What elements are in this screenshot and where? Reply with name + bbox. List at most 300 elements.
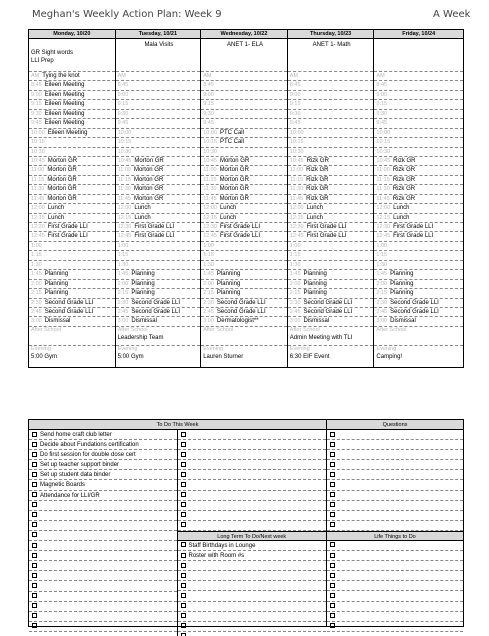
todo-item[interactable] <box>178 501 327 511</box>
time-slot[interactable] <box>201 280 287 289</box>
time-slot[interactable] <box>374 176 463 185</box>
checkbox-icon[interactable] <box>181 492 186 497</box>
longterm-item[interactable] <box>178 571 327 581</box>
checkbox-icon[interactable] <box>32 593 37 598</box>
time-slot[interactable] <box>374 81 463 90</box>
schedule-body <box>29 39 463 367</box>
time-slot[interactable] <box>116 317 201 326</box>
time-slot[interactable] <box>288 110 374 119</box>
time-slot[interactable] <box>201 72 287 81</box>
longterm-item[interactable] <box>178 612 327 622</box>
time-slot[interactable] <box>201 129 287 138</box>
checkbox-icon[interactable] <box>181 432 186 437</box>
checkbox-icon[interactable] <box>330 613 335 618</box>
slot-entry: Planning <box>390 280 414 287</box>
question-item[interactable] <box>327 491 463 501</box>
todo-item[interactable] <box>178 491 327 501</box>
time-slot[interactable] <box>288 251 374 260</box>
slot-entry: Second Grade LLI <box>390 308 439 315</box>
question-item[interactable] <box>327 430 463 440</box>
checkbox-icon[interactable] <box>181 472 186 477</box>
time-slot[interactable] <box>201 270 287 279</box>
after-school-cell[interactable] <box>288 327 374 346</box>
time-slot[interactable] <box>201 81 287 90</box>
checkbox-icon[interactable] <box>181 553 186 558</box>
task-text: Roster with Room #s <box>188 553 245 560</box>
todo-item[interactable] <box>29 561 177 571</box>
time-slot[interactable] <box>116 299 201 308</box>
time-slot[interactable] <box>116 166 201 175</box>
checkbox-icon[interactable] <box>330 573 335 578</box>
slot-entry: Planning <box>216 280 241 287</box>
time-slot[interactable] <box>374 138 463 147</box>
time-slot[interactable] <box>288 308 374 317</box>
time-slot[interactable] <box>201 223 287 232</box>
evening-cell[interactable] <box>116 346 201 367</box>
time-slot[interactable] <box>201 91 287 100</box>
time-slot[interactable] <box>374 110 463 119</box>
checkbox-icon[interactable] <box>32 452 37 457</box>
checkbox-icon[interactable] <box>181 593 186 598</box>
question-item[interactable] <box>327 460 463 470</box>
todo-item[interactable] <box>29 612 177 622</box>
todo-item[interactable] <box>29 521 177 531</box>
checkbox-icon[interactable] <box>181 542 186 547</box>
slot-time: 2:30 <box>203 299 214 306</box>
time-slot[interactable] <box>201 261 287 270</box>
time-slot[interactable] <box>374 308 463 317</box>
time-slot[interactable] <box>288 148 374 157</box>
time-slot[interactable] <box>201 138 287 147</box>
time-slot[interactable] <box>201 176 287 185</box>
time-slot[interactable] <box>116 129 201 138</box>
time-slot[interactable] <box>29 317 115 326</box>
checkbox-icon[interactable] <box>181 522 186 527</box>
slot-time: 1:00 <box>289 242 301 249</box>
checkbox-icon[interactable] <box>32 432 37 437</box>
evening-cell[interactable] <box>201 346 287 367</box>
todo-item[interactable] <box>178 470 327 480</box>
after-school-cell[interactable] <box>29 327 115 346</box>
time-slot[interactable] <box>201 242 287 251</box>
time-slot[interactable] <box>116 270 201 279</box>
time-slot[interactable] <box>201 308 287 317</box>
top-note-cell[interactable] <box>29 39 115 72</box>
todo-item[interactable] <box>178 511 327 521</box>
longterm-item[interactable] <box>178 602 327 612</box>
time-slot[interactable] <box>374 261 463 270</box>
checkbox-icon[interactable] <box>181 512 186 517</box>
time-slot[interactable] <box>29 176 115 185</box>
life-item[interactable] <box>327 541 463 551</box>
todo-item[interactable] <box>29 450 177 460</box>
time-slot[interactable] <box>374 91 463 100</box>
todo-item[interactable] <box>29 430 177 440</box>
time-slot[interactable] <box>201 185 287 194</box>
time-slot[interactable] <box>29 166 115 175</box>
life-item[interactable] <box>327 551 463 561</box>
checkbox-icon[interactable] <box>32 472 37 477</box>
time-slot[interactable] <box>29 195 115 204</box>
life-item[interactable] <box>327 622 463 632</box>
todo-item[interactable] <box>178 430 327 440</box>
time-slot[interactable] <box>116 289 201 298</box>
time-slot[interactable] <box>374 299 463 308</box>
time-slot[interactable] <box>29 242 115 251</box>
todo-list-right <box>178 430 327 636</box>
time-slot[interactable] <box>29 100 115 109</box>
time-slot[interactable] <box>288 72 374 81</box>
top-note-cell[interactable] <box>288 39 374 72</box>
time-slot[interactable] <box>29 148 115 157</box>
time-slot[interactable] <box>288 317 374 326</box>
checkbox-icon[interactable] <box>181 563 186 568</box>
evening-entry: Lauren Sturner <box>203 353 244 360</box>
checkbox-icon[interactable] <box>330 462 335 467</box>
time-slot[interactable] <box>116 308 201 317</box>
checkbox-icon[interactable] <box>181 452 186 457</box>
time-slot[interactable] <box>288 81 374 90</box>
checkbox-icon[interactable] <box>330 432 335 437</box>
todo-item[interactable] <box>178 460 327 470</box>
longterm-item[interactable] <box>178 541 327 551</box>
time-slot[interactable] <box>29 232 115 241</box>
time-slot[interactable] <box>374 119 463 128</box>
checkbox-icon[interactable] <box>32 492 37 497</box>
todo-item[interactable] <box>29 511 177 521</box>
time-slot[interactable] <box>29 129 115 138</box>
time-slot[interactable] <box>374 270 463 279</box>
time-slot[interactable] <box>29 157 115 166</box>
todo-item[interactable] <box>29 440 177 450</box>
time-slot[interactable] <box>288 270 374 279</box>
longterm-item[interactable] <box>178 561 327 571</box>
time-slot[interactable] <box>116 280 201 289</box>
todo-item[interactable] <box>178 440 327 450</box>
time-slot[interactable] <box>374 242 463 251</box>
checkbox-icon[interactable] <box>330 563 335 568</box>
slot-time: 10:00 <box>203 129 217 136</box>
todo-item[interactable] <box>29 581 177 591</box>
checkbox-icon[interactable] <box>330 472 335 477</box>
checkbox-icon[interactable] <box>32 442 37 447</box>
evening-cell[interactable] <box>29 346 115 367</box>
todo-item[interactable] <box>29 602 177 612</box>
time-slot[interactable] <box>288 280 374 289</box>
time-slot[interactable] <box>29 119 115 128</box>
time-slot[interactable] <box>29 204 115 213</box>
time-slot[interactable] <box>288 242 374 251</box>
time-slot[interactable] <box>201 195 287 204</box>
time-slot[interactable] <box>116 214 201 223</box>
todo-item[interactable] <box>178 521 327 531</box>
longterm-item[interactable] <box>178 551 327 561</box>
time-slot[interactable] <box>201 110 287 119</box>
time-slot[interactable] <box>29 81 115 90</box>
checkbox-icon[interactable] <box>32 543 37 548</box>
checkbox-icon[interactable] <box>32 512 37 517</box>
checkbox-icon[interactable] <box>181 623 186 628</box>
time-slot[interactable] <box>201 157 287 166</box>
checkbox-icon[interactable] <box>330 542 335 547</box>
evening-cell[interactable] <box>288 346 374 367</box>
slot-entry: First Grade LLI <box>219 233 260 240</box>
time-slot[interactable] <box>288 185 374 194</box>
time-slot[interactable] <box>288 214 374 223</box>
checkbox-icon[interactable] <box>32 482 37 487</box>
checkbox-icon[interactable] <box>330 452 335 457</box>
time-slot[interactable] <box>116 261 201 270</box>
time-slot[interactable] <box>288 289 374 298</box>
time-slot[interactable] <box>29 289 115 298</box>
slot-time: 1:45 <box>289 271 301 278</box>
checkbox-icon[interactable] <box>330 522 335 527</box>
time-slot[interactable] <box>288 119 374 128</box>
time-slot[interactable] <box>116 119 201 128</box>
time-slot[interactable] <box>116 251 201 260</box>
time-slot[interactable] <box>288 157 374 166</box>
time-slot[interactable] <box>201 148 287 157</box>
time-slot[interactable] <box>374 232 463 241</box>
time-slot[interactable] <box>29 223 115 232</box>
longterm-item[interactable] <box>178 622 327 632</box>
checkbox-icon[interactable] <box>181 482 186 487</box>
question-item[interactable] <box>327 480 463 490</box>
time-slot[interactable] <box>288 100 374 109</box>
time-slot[interactable] <box>116 72 201 81</box>
longterm-item[interactable] <box>178 591 327 601</box>
time-slot[interactable] <box>116 138 201 147</box>
time-slot[interactable] <box>201 299 287 308</box>
checkbox-icon[interactable] <box>330 492 335 497</box>
life-item[interactable] <box>327 571 463 581</box>
todo-item[interactable] <box>29 501 177 511</box>
time-slot[interactable] <box>201 289 287 298</box>
life-item[interactable] <box>327 581 463 591</box>
evening-cell[interactable] <box>374 346 463 367</box>
time-slot[interactable] <box>201 317 287 326</box>
todo-item[interactable] <box>29 470 177 480</box>
todo-item[interactable] <box>29 622 177 632</box>
checkbox-icon[interactable] <box>181 583 186 588</box>
time-slot[interactable] <box>116 91 201 100</box>
time-slot[interactable] <box>288 261 374 270</box>
checkbox-icon[interactable] <box>32 623 37 628</box>
checkbox-icon[interactable] <box>330 553 335 558</box>
question-item[interactable] <box>327 440 463 450</box>
time-slot[interactable] <box>29 110 115 119</box>
time-slot[interactable] <box>29 138 115 147</box>
time-slot[interactable] <box>201 100 287 109</box>
time-slot[interactable] <box>116 195 201 204</box>
checkbox-icon[interactable] <box>181 462 186 467</box>
time-slot[interactable] <box>288 195 374 204</box>
checkbox-icon[interactable] <box>330 623 335 628</box>
time-slot[interactable] <box>116 148 201 157</box>
time-slot[interactable] <box>116 242 201 251</box>
time-slot[interactable] <box>116 100 201 109</box>
time-slot[interactable] <box>374 166 463 175</box>
todo-item[interactable] <box>178 450 327 460</box>
checkbox-icon[interactable] <box>330 442 335 447</box>
time-slot[interactable] <box>116 185 201 194</box>
life-item[interactable] <box>327 561 463 571</box>
time-slot[interactable] <box>201 251 287 260</box>
slot-time: 12:30 <box>289 224 304 230</box>
time-slot[interactable] <box>29 91 115 100</box>
day-header: Tuesday, 10/21 <box>116 30 202 39</box>
slot-time: 9:00 <box>31 91 42 98</box>
top-note-cell[interactable] <box>201 39 287 72</box>
slot-time: 11:30 <box>289 186 304 193</box>
checkbox-icon[interactable] <box>330 603 335 608</box>
time-slot[interactable] <box>116 232 201 241</box>
slot-time: 10:45 <box>117 157 132 164</box>
checkbox-icon[interactable] <box>32 583 37 588</box>
checkbox-icon[interactable] <box>330 512 335 517</box>
time-slot[interactable] <box>29 185 115 194</box>
checkbox-icon[interactable] <box>32 563 37 568</box>
day-header: Friday, 10/24 <box>374 30 463 39</box>
time-slot[interactable] <box>288 176 374 185</box>
task-text: Send home craft club letter <box>40 432 112 438</box>
slot-time: 1:15 <box>376 252 388 259</box>
time-slot[interactable] <box>29 308 115 317</box>
time-slot[interactable] <box>288 129 374 138</box>
checkbox-icon[interactable] <box>32 462 37 467</box>
question-item[interactable] <box>327 521 463 531</box>
checkbox-icon[interactable] <box>32 502 37 507</box>
checkbox-icon[interactable] <box>32 613 37 618</box>
time-slot[interactable] <box>374 195 463 204</box>
time-slot[interactable] <box>374 204 463 213</box>
time-slot[interactable] <box>374 214 463 223</box>
checkbox-icon[interactable] <box>181 613 186 618</box>
life-item[interactable] <box>327 602 463 612</box>
checkbox-icon[interactable] <box>32 553 37 558</box>
todo-item[interactable] <box>29 491 177 501</box>
time-slot[interactable] <box>374 100 463 109</box>
todo-item[interactable] <box>29 551 177 561</box>
time-slot[interactable] <box>374 148 463 157</box>
life-item[interactable] <box>327 591 463 601</box>
time-slot[interactable] <box>288 166 374 175</box>
time-slot[interactable] <box>29 299 115 308</box>
time-slot[interactable] <box>201 166 287 175</box>
time-slot[interactable] <box>116 81 201 90</box>
after-school-cell[interactable] <box>116 327 201 346</box>
slot-entry: First Grade LLI <box>47 233 88 240</box>
question-item[interactable] <box>327 470 463 480</box>
todo-item[interactable] <box>178 480 327 490</box>
slot-time: 12:15 <box>289 214 304 221</box>
time-slot[interactable] <box>374 157 463 166</box>
top-note-cell[interactable] <box>116 39 201 72</box>
longterm-item[interactable] <box>178 581 327 591</box>
checkbox-icon[interactable] <box>330 593 335 598</box>
slot-time: 11:45 <box>289 195 304 202</box>
longterm-item[interactable] <box>178 632 327 636</box>
time-slot[interactable] <box>116 110 201 119</box>
slot-time: 10:00 <box>376 129 391 136</box>
after-school-label: After School <box>117 326 148 333</box>
time-slot[interactable] <box>288 232 374 241</box>
slot-time: 9:30 <box>203 110 214 117</box>
time-slot[interactable] <box>288 223 374 232</box>
time-slot[interactable] <box>374 223 463 232</box>
slot-time: 12:30 <box>117 224 132 230</box>
time-slot[interactable] <box>374 72 463 81</box>
todo-item[interactable] <box>29 460 177 470</box>
after-school-cell[interactable] <box>201 327 287 346</box>
checkbox-icon[interactable] <box>181 573 186 578</box>
time-slot[interactable] <box>288 138 374 147</box>
time-slot[interactable] <box>288 299 374 308</box>
time-slot[interactable] <box>29 251 115 260</box>
time-slot[interactable] <box>288 204 374 213</box>
time-slot[interactable] <box>201 232 287 241</box>
time-slot[interactable] <box>116 204 201 213</box>
evening-label: Evening <box>203 345 224 352</box>
time-slot[interactable] <box>374 129 463 138</box>
checkbox-icon[interactable] <box>181 442 186 447</box>
slot-entry: First Grade LLI <box>393 233 434 240</box>
time-slot[interactable] <box>29 280 115 289</box>
todo-item[interactable] <box>29 571 177 581</box>
time-slot[interactable] <box>29 72 115 81</box>
slot-entry: First Grade LLI <box>219 224 260 230</box>
time-slot[interactable] <box>116 223 201 232</box>
life-item[interactable] <box>327 612 463 622</box>
checkbox-icon[interactable] <box>181 502 186 507</box>
slot-time: 2:45 <box>31 308 42 315</box>
time-slot[interactable] <box>288 91 374 100</box>
time-slot[interactable] <box>201 204 287 213</box>
checkbox-icon[interactable] <box>32 532 37 537</box>
checkbox-icon[interactable] <box>32 573 37 578</box>
time-slot[interactable] <box>201 214 287 223</box>
checkbox-icon[interactable] <box>330 482 335 487</box>
slot-entry: PTC Call <box>219 139 244 146</box>
checkbox-icon[interactable] <box>330 583 335 588</box>
question-item[interactable] <box>327 501 463 511</box>
checkbox-icon[interactable] <box>330 502 335 507</box>
time-slot[interactable] <box>374 251 463 260</box>
time-slot[interactable] <box>29 261 115 270</box>
time-slot[interactable] <box>201 119 287 128</box>
after-school-cell[interactable] <box>374 327 463 346</box>
todo-item[interactable] <box>29 541 177 551</box>
top-note-cell[interactable] <box>374 39 463 72</box>
time-slot[interactable] <box>374 185 463 194</box>
time-slot[interactable] <box>374 289 463 298</box>
time-slot[interactable] <box>374 280 463 289</box>
time-slot[interactable] <box>29 270 115 279</box>
time-slot[interactable] <box>374 317 463 326</box>
checkbox-icon[interactable] <box>32 603 37 608</box>
question-item[interactable] <box>327 450 463 460</box>
todo-item[interactable] <box>29 592 177 602</box>
todo-item[interactable] <box>29 531 177 541</box>
checkbox-icon[interactable] <box>181 603 186 608</box>
question-item[interactable] <box>327 511 463 521</box>
time-slot[interactable] <box>116 176 201 185</box>
checkbox-icon[interactable] <box>32 522 37 527</box>
todo-item[interactable] <box>29 480 177 490</box>
time-slot[interactable] <box>29 214 115 223</box>
time-slot[interactable] <box>116 157 201 166</box>
slot-entry: Planning <box>390 290 414 297</box>
